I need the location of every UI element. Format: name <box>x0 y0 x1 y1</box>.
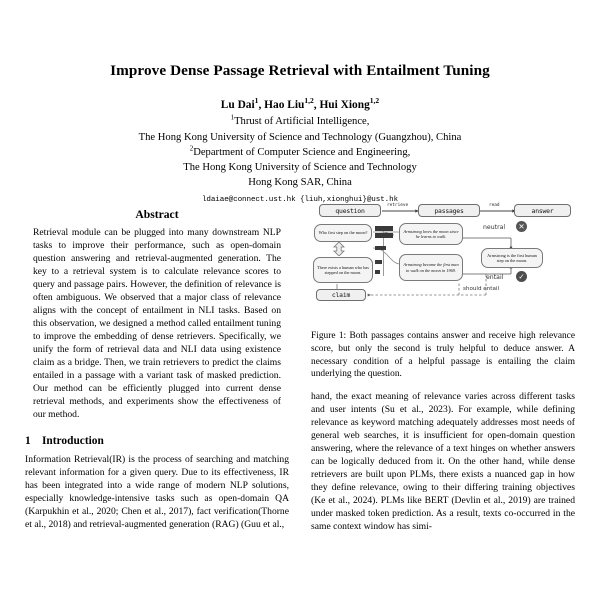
edge-label-retrieve: retrieve <box>387 203 409 208</box>
bidirectional-arrow-icon <box>331 242 347 256</box>
ranked-list-bar <box>375 226 393 231</box>
affiliation-line-2: The Hong Kong University of Science and Technology (Guangzhou), China <box>138 131 462 143</box>
pipeline-node-answer[interactable]: answer <box>514 204 571 217</box>
abstract-text: Retrieval module can be plugged into many downstream NLP tasks to improve their performance, such as open-domain question answering and retrieval-augmented generation. The key to a retrieval system is to calculate relevance scores to query and passage pairs. However, the definition of relevance is often ambiguous. We observed that a major class of relevance aligns with the concept of entailment in NLI tasks. Based on this observation, we designed a method called entailment tuning to improve the embedding of dense retrievers. Specifically, we unify the form of retrieval data and NLI data using existence claim as a bridge. Then, we train retrievers to predict the claims entailed in a passage with a variant task of masked prediction. Our method can be efficiently plugged into current dense retrieval methods, and experiments show the effectiveness of our method. <box>33 227 281 420</box>
abstract-section <box>25 208 289 422</box>
affiliation-block <box>0 114 600 189</box>
right-column-text: hand, the exact meaning of relevance varies across different tasks and user intents (Su et al., 2023). For example, while defining relevance as keyword matching adequately addresses most needs of general web searches, it is insufficient for open-domain question answering, where the relevance of a text hinges on whether answers can be logically deduced from it. On the other hand, while dense retrievers are built upon PLMs, there exists a nuanced gap in how they define relevance, owing to their differing training objectives (Ke et al., 2024). PLMs like BERT (Devlin et al., 2019) are trained under masked token prediction. As a result, texts co-occurred in the same context window has simi- <box>311 391 575 532</box>
claim-bubble: There exists a human who has stepped on the moon. <box>313 257 373 283</box>
figure-canvas <box>311 202 575 327</box>
abstract-heading: Abstract <box>135 208 179 221</box>
figure-1 <box>311 202 575 327</box>
affil-marker-2: 2 <box>189 144 194 153</box>
label-neutral: neutral <box>483 224 506 231</box>
pipeline-node-passages[interactable]: passages <box>418 204 480 217</box>
right-column <box>311 202 575 600</box>
author-affil-marker: 1 <box>254 96 259 106</box>
passage-bubble-1: Armstrong loves the moon since he learns to walk. <box>399 223 463 245</box>
passage-bubble-2: Armstrong became the first man to walk on the moon in 1969. <box>399 254 463 281</box>
section-title: Introduction <box>42 434 104 447</box>
question-bubble: Who first step on the moon? <box>314 224 372 242</box>
author-affil-marker: 1,2 <box>304 96 314 106</box>
affil-marker-1: 1 <box>230 113 235 122</box>
left-column <box>25 202 289 600</box>
ranked-list-bar <box>375 260 382 264</box>
affiliation-line-3: $^2$Department of Computer Science and Engineering, <box>189 144 411 158</box>
figure-caption: Figure 1: Both passages contains answer and receive high relevance score, but only the second is truly helpful to deduce answer. A necessary condition of a helpful passage is entailing the claim underlying the question. <box>311 331 575 380</box>
edge-label-read: read <box>489 203 500 208</box>
claim-node[interactable]: claim <box>316 289 366 301</box>
ranked-list-bar <box>375 270 380 274</box>
affiliation-line-1: $^1$Thrust of Artificial Intelligence, <box>230 113 370 128</box>
section-heading-introduction <box>25 435 289 447</box>
two-column-body <box>0 202 600 600</box>
page-title: Improve Dense Passage Retrieval with Entailment Tuning <box>110 62 490 79</box>
label-entail: entail <box>486 274 504 281</box>
section-number: 1 <box>25 434 31 447</box>
author-affil-marker: 1,2 <box>369 96 380 106</box>
ranked-list-bar <box>375 246 386 250</box>
label-should-entail: should entail <box>463 286 500 292</box>
neutral-cross-icon: ✕ <box>516 221 527 232</box>
answer-bubble: Armstrong is the first human step on the moon. <box>481 248 543 268</box>
entail-check-icon: ✓ <box>516 271 527 282</box>
ranked-list-bar <box>375 233 393 238</box>
author-emails: ldaiae@connect.ust.hk {liuh,xionghui}@ust.hk <box>201 195 399 204</box>
affiliation-line-4: The Hong Kong University of Science and Technology <box>183 161 417 173</box>
introduction-text: Information Retrieval(IR) is the process of searching and matching relevant information for a given query. Due to its effectiveness, IR has been integrated into a wide range of modern NLP solutions, especially knowledge-intensive tasks such as open-domain QA (Karpukhin et al., 2020; Chen et al., 2017), fact verification(Thorne et al., 2018) and retrieval-augmented generation (RAG) (Guu et al., <box>25 453 289 530</box>
affiliation-line-5: Hong Kong SAR, China <box>248 176 352 188</box>
author-list: Lu Dai$^1$, Hao Liu$^{1,2}$, Hui Xiong$^{1,2}$ <box>220 96 380 112</box>
pipeline-node-question[interactable]: question <box>319 204 381 217</box>
